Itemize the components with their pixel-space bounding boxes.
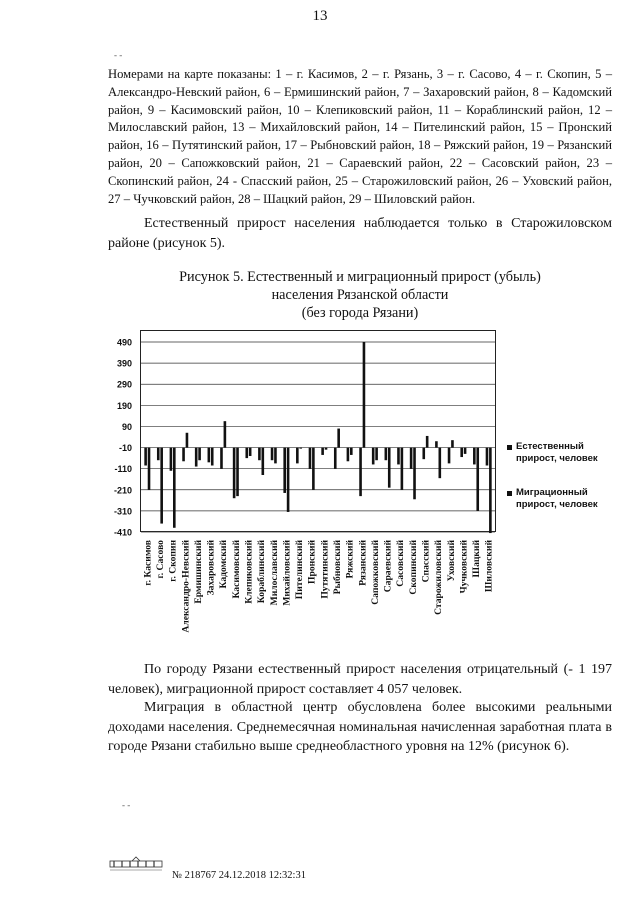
bar-natural — [422, 448, 425, 460]
legend-migration — [508, 487, 598, 511]
x-category-label: Скопинский — [407, 540, 419, 595]
x-category-label: Ряжский — [344, 540, 356, 579]
bar-migration — [198, 448, 201, 461]
bar-migration — [337, 429, 340, 448]
y-tick-label: 390 — [116, 358, 132, 369]
legend-migration-label-1: Миграционный — [516, 487, 588, 498]
scan-mark: - - — [122, 800, 131, 810]
x-category-label: Сараевский — [382, 540, 394, 593]
legend-migration-swatch — [507, 491, 512, 496]
y-tick-label: 290 — [116, 379, 132, 390]
y-tick-label: -110 — [114, 464, 132, 475]
bar-migration — [160, 448, 163, 524]
y-tick-label: 190 — [116, 400, 132, 411]
x-category-label: Шацкий — [471, 540, 483, 578]
bar-migration — [375, 448, 378, 461]
x-category-label: Пронский — [306, 540, 318, 584]
x-category-label: Кораблинский — [256, 540, 268, 604]
figure-title-line-3: (без города Рязани) — [301, 305, 419, 322]
bar-migration — [464, 448, 467, 454]
bar-migration — [363, 342, 366, 448]
bar-migration — [287, 448, 290, 512]
x-category-label: Пителинский — [294, 540, 306, 600]
bar-natural — [283, 448, 286, 493]
figure-title-line-2: населения Рязанской области — [271, 287, 449, 304]
scan-mark: - - — [114, 50, 123, 60]
bar-natural — [321, 448, 324, 455]
y-tick-label: -210 — [113, 485, 132, 496]
x-category-label: г. Касимов — [142, 540, 154, 586]
y-tick-label: 90 — [121, 421, 132, 432]
bar-natural — [208, 448, 211, 463]
paragraph-ryazan: По городу Рязани естественный прирост населения отрицательный (- 1 197 человек), миграционной прирост составляет 4 057 человек. — [108, 662, 612, 697]
x-category-label: Сасовский — [395, 540, 407, 587]
bar-migration — [262, 448, 265, 475]
x-category-label: Рыбновский — [331, 540, 343, 595]
document-registration-number: № 218767 24.12.2018 12:32:31 — [172, 870, 306, 881]
bar-natural — [271, 448, 274, 461]
bar-migration — [236, 448, 239, 497]
bar-natural — [347, 448, 350, 462]
bar-natural — [359, 448, 362, 497]
bar-natural — [144, 448, 147, 466]
bar-migration — [148, 448, 151, 490]
x-category-label: г. Скопин — [167, 540, 179, 582]
legend-natural-label-1: Естественный — [516, 441, 584, 452]
bar-natural — [410, 448, 413, 469]
bar-migration — [426, 436, 429, 448]
bar-natural — [460, 448, 463, 458]
x-category-label: Касимовский — [230, 540, 242, 599]
x-category-label: Спасский — [420, 540, 432, 583]
page-number: 13 — [312, 8, 328, 24]
figure-title-line-1: Рисунок 5. Естественный и миграционный прирост (убыль) — [179, 269, 541, 285]
x-category-label: Сапожковский — [369, 540, 381, 605]
x-category-label: Чучковский — [458, 540, 470, 594]
legend-natural — [508, 441, 598, 465]
x-category-label: Захаровский — [205, 540, 217, 596]
bar-natural — [385, 448, 388, 461]
bar-natural — [233, 448, 236, 499]
bar-migration — [413, 448, 416, 500]
bar-natural — [486, 448, 489, 466]
bar-migration — [489, 448, 492, 534]
bar-migration — [299, 448, 302, 449]
x-category-label: Кадомский — [218, 540, 230, 589]
bar-natural — [258, 448, 261, 461]
bar-natural — [473, 448, 476, 465]
bar-natural — [195, 448, 198, 467]
x-category-label: Старожиловский — [433, 540, 445, 615]
y-tick-label: 490 — [116, 337, 132, 348]
bar-migration — [274, 448, 277, 464]
bar-migration — [388, 448, 391, 488]
bar-natural — [334, 448, 337, 469]
x-category-label: Шиловский — [483, 540, 495, 593]
bar-natural — [397, 448, 400, 465]
y-tick-label: -310 — [113, 506, 132, 517]
registry-stamp-icon — [108, 856, 164, 872]
bar-migration — [312, 448, 315, 490]
x-category-label: Рязанский — [357, 540, 369, 586]
bar-natural — [296, 448, 299, 464]
bar-natural — [448, 448, 451, 464]
x-category-label: Клепиковский — [243, 540, 255, 604]
bar-migration — [439, 448, 442, 479]
intro-paragraph: Номерами на карте показаны: 1 – г. Касимов, 2 – г. Рязань, 3 – г. Сасово, 4 – г. Скопин, 5 – Александро-Невский район, 6 – Ермишинский район, 7 – Захаровский район, 8 – Кадомский район, 9 – Касимовский район, 10 – Клепиковский район, 11 – Кораблинский район, 12 – Милославский район, 13 – Михайловский район, 14 – Пителинский район, 15 – Пронский район, 16 – Путятинский район, 17 – Рыбновский район, 18 – Ряжский район, 19 – Рязанский район, 20 – Сапожковский район, 21 – Сараевский район, 22 – Сасовский район, 23 – Скопинский район, 24 - Спасский район, 25 – Старожиловский район, 26 – Уховский район, 27 – Чучковский район, 28 – Шацкий район, 29 – Шиловский район. — [108, 67, 612, 206]
bar-migration — [173, 448, 176, 528]
bar-migration — [224, 421, 227, 447]
bar-natural — [170, 448, 173, 471]
y-tick-label: -410 — [113, 527, 132, 538]
bar-migration — [451, 440, 454, 447]
legend-migration-label-2: прирост, человек — [516, 499, 598, 510]
x-category-label: Михайловский — [281, 540, 293, 606]
bar-natural — [157, 448, 160, 461]
x-category-label: Александро-Невский — [180, 540, 192, 633]
paragraph-natural-growth: Естественный прирост населения наблюдается только в Старожиловском районе (рисунок 5). — [108, 216, 612, 251]
bar-natural — [435, 441, 438, 447]
bar-natural — [220, 448, 223, 469]
bar-migration — [476, 448, 479, 511]
y-tick-label: -10 — [118, 443, 132, 454]
bar-migration — [325, 448, 328, 450]
legend-natural-swatch — [507, 445, 512, 450]
x-category-label: Уховский — [445, 540, 457, 582]
bar-migration — [249, 448, 252, 456]
bar-natural — [309, 448, 312, 469]
x-category-label: Ермишинский — [192, 540, 204, 604]
bar-natural — [245, 448, 248, 459]
bar-migration — [211, 448, 214, 466]
x-category-label: Милославский — [268, 540, 280, 606]
bar-migration — [401, 448, 404, 490]
paragraph-migration: Миграция в областной центр обусловлена более высокими реальными доходами населения. Среднемесячная номинальная начисленная заработная плата в городе Рязани стабильно выше среднеобластного уровня на 12% (рисунок 6). — [108, 700, 612, 754]
bar-migration — [350, 448, 353, 455]
bar-natural — [182, 448, 185, 462]
bar-natural — [372, 448, 375, 465]
legend-natural-label-2: прирост, человек — [516, 453, 598, 464]
x-category-label: Путятинский — [319, 540, 331, 599]
bar-migration — [186, 433, 189, 448]
x-category-label: г. Сасово — [154, 540, 166, 579]
